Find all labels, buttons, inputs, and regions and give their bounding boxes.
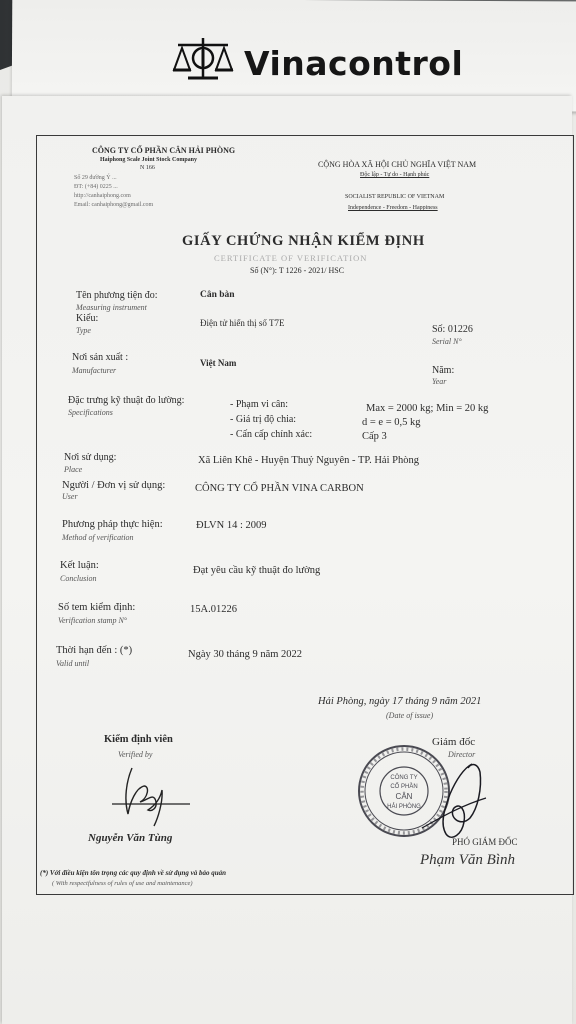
director-title: Giám đốc <box>432 736 476 748</box>
spec-label-en: Specifications <box>68 408 113 417</box>
issue-date-en: (Date of issue) <box>386 711 434 720</box>
scales-of-justice-icon <box>172 36 234 82</box>
republic-en-motto: Independence - Freedom - Happiness <box>348 205 438 211</box>
issuer-address: Số 29 đường Ý ... <box>74 175 117 181</box>
manufacturer-value: Việt Nam <box>200 358 237 368</box>
year-label: Năm: <box>432 365 455 376</box>
svg-text:CÂN: CÂN <box>395 792 413 801</box>
republic-vn-motto: Độc lập - Tự do - Hạnh phúc <box>360 172 430 178</box>
user-label: Người / Đơn vị sử dụng: <box>62 480 166 491</box>
deputy-director: PHÓ GIÁM ĐỐC <box>452 837 518 847</box>
type-label-en: Type <box>76 326 91 335</box>
method-label-en: Method of verification <box>62 533 134 542</box>
issuer-web: http://canhaiphong.com <box>74 193 131 199</box>
user-value: CÔNG TY CỔ PHẦN VINA CARBON <box>195 483 364 494</box>
valid-value: Ngày 30 tháng 9 năm 2022 <box>188 649 303 660</box>
type-label: Kiểu: <box>76 313 99 324</box>
instrument-value: Cân bàn <box>200 290 235 300</box>
place-label: Nơi sử dụng: <box>64 452 117 463</box>
place-label-en: Place <box>64 465 83 474</box>
issuer-company: CÔNG TY CỔ PHẦN CÂN HẢI PHÒNG <box>92 146 236 155</box>
verifier-name: Nguyễn Văn Tùng <box>88 832 173 844</box>
director-title-en: Director <box>448 750 476 759</box>
type-value: Điện tử hiển thị số T7E <box>200 318 285 328</box>
place-value: Xã Liên Khê - Huyện Thuỷ Nguyên - TP. Hải Phòng <box>198 455 419 466</box>
certificate-title-en: CERTIFICATE OF VERIFICATION <box>214 253 368 263</box>
svg-text:CÔNG TY: CÔNG TY <box>390 775 418 781</box>
manufacturer-label-en: Manufacturer <box>72 366 117 375</box>
stamp-label-en: Verification stamp N° <box>58 616 127 625</box>
spec-range-label: - Phạm vi cân: <box>230 399 289 410</box>
method-label: Phương pháp thực hiện: <box>62 519 163 530</box>
user-label-en: User <box>62 492 78 501</box>
spec-label: Đặc trưng kỹ thuật đo lường: <box>68 395 185 406</box>
stamp-value: 15A.01226 <box>190 604 237 615</box>
conclusion-value: Đạt yêu cầu kỹ thuật đo lường <box>193 565 321 576</box>
method-value: ĐLVN 14 : 2009 <box>196 520 267 531</box>
stamp-label: Số tem kiểm định: <box>58 602 136 613</box>
issuer-email: Email: canhaiphong@gmail.com <box>74 202 154 208</box>
instrument-label-en: Measuring instrument <box>76 303 147 312</box>
issuer-code: N 166 <box>140 165 155 171</box>
footnote-vn: (*) Với điều kiện tôn trọng các quy định về sử dụng và bảo quản <box>40 869 227 877</box>
brand-name: Vinacontrol <box>244 44 464 83</box>
issue-date: Hải Phòng, ngày 17 tháng 9 năm 2021 <box>318 696 482 707</box>
svg-text:HẢI PHÒNG: HẢI PHÒNG <box>387 804 421 810</box>
issuer-phone: ĐT: (+84) 0225 ... <box>74 184 118 190</box>
conclusion-label: Kết luận: <box>60 560 99 571</box>
conclusion-label-en: Conclusion <box>60 574 97 583</box>
director-signature-icon <box>420 758 500 848</box>
serial-label: Số: 01226 <box>432 324 473 335</box>
valid-label: Thời hạn đến : (*) <box>56 645 133 656</box>
verifier-signature-icon <box>110 762 200 830</box>
verifier-title-en: Verified by <box>118 750 153 759</box>
certificate-title: GIẤY CHỨNG NHẬN KIỂM ĐỊNH <box>182 233 425 249</box>
instrument-label: Tên phương tiện đo: <box>76 290 158 301</box>
director-name: Phạm Văn Bình <box>420 852 515 868</box>
republic-en: SOCIALIST REPUBLIC OF VIETNAM <box>345 194 445 200</box>
spec-div-label: - Giá trị độ chia: <box>230 414 297 425</box>
spec-div-value: d = e = 0,5 kg <box>362 417 421 428</box>
footnote-en: ( With respectfulness of rules of use and maintenance) <box>52 880 193 887</box>
certificate-number: Số (N°): T 1226 - 2021/ HSC <box>250 266 345 275</box>
spec-range-value: Max = 2000 kg; Min = 20 kg <box>366 403 489 414</box>
serial-label-en: Serial N° <box>432 337 462 346</box>
spec-class-value: Cấp 3 <box>362 431 387 442</box>
valid-label-en: Valid until <box>56 659 90 668</box>
manufacturer-label: Nơi sản xuất : <box>72 352 129 363</box>
spec-class-label: - Cấn cấp chính xác: <box>230 429 313 440</box>
year-label-en: Year <box>432 377 447 386</box>
svg-text:CỔ PHẦN: CỔ PHẦN <box>390 784 418 790</box>
republic-vn: CỘNG HÒA XÃ HỘI CHỦ NGHĨA VIỆT NAM <box>318 160 477 169</box>
issuer-company-en: Haiphong Scale Joint Stock Company <box>100 157 198 163</box>
verifier-title: Kiểm định viên <box>104 734 173 745</box>
